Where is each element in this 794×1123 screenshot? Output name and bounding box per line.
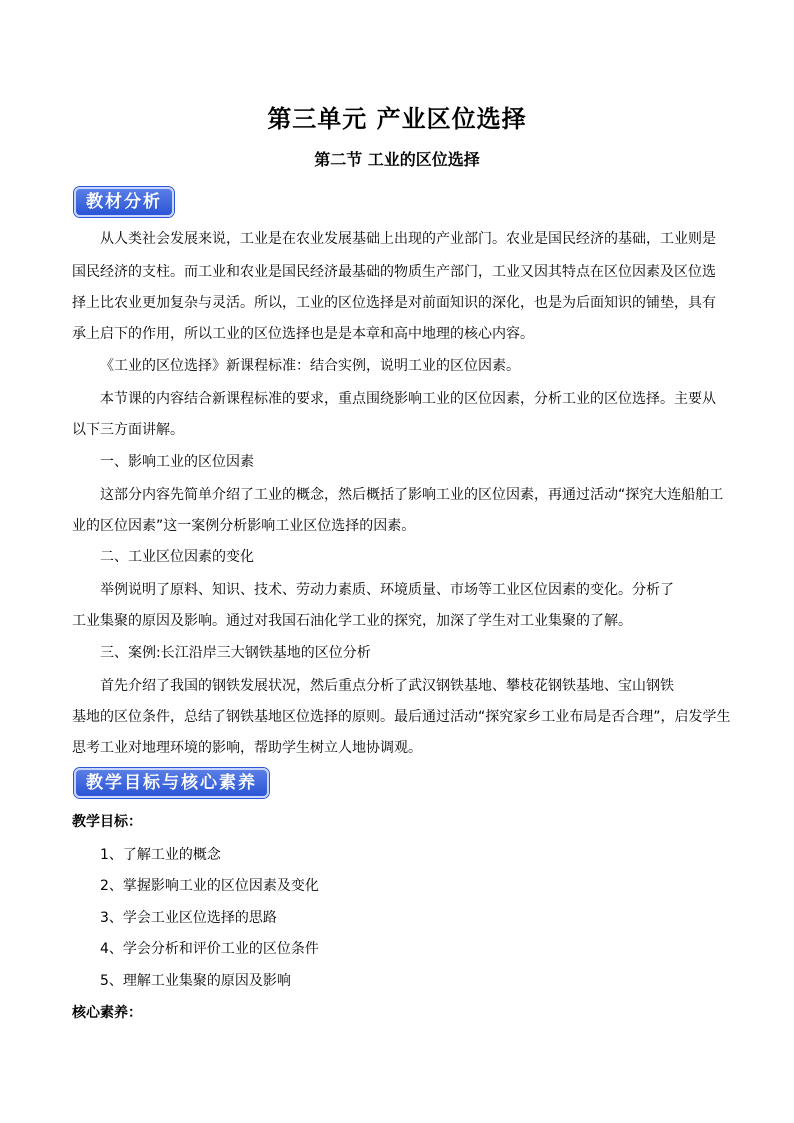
paragraph-line: 举例说明了原料、知识、技术、劳动力素质、环境质量、市场等工业区位因素的变化。分析了 bbox=[100, 582, 674, 598]
paragraph-line: 以下三方面讲解。 bbox=[72, 422, 184, 438]
curriculum-standard: 《工业的区位选择》新课程标准：结合实例，说明工业的区位因素。 bbox=[100, 358, 520, 374]
paragraph-line: 国民经济的支柱。而工业和农业是国民经济最基础的物质生产部门，工业又因其特点在区位因素及区位选 bbox=[72, 264, 716, 280]
subheading-1: 一、影响工业的区位因素 bbox=[100, 454, 254, 470]
paragraph-line: 思考工业对地理环境的影响，帮助学生树立人地协调观。 bbox=[72, 740, 422, 756]
goal-item: 5、理解工业集聚的原因及影响 bbox=[100, 973, 291, 989]
paragraph-line: 择上比农业更加复杂与灵活。所以，工业的区位选择是对前面知识的深化，也是为后面知识的铺垫，具有 bbox=[72, 295, 716, 311]
paragraph-line: 工业集聚的原因及影响。通过对我国石油化学工业的探究，加深了学生对工业集聚的了解。 bbox=[72, 613, 632, 629]
paragraph-line: 这部分内容先简单介绍了工业的概念，然后概括了影响工业的区位因素，再通过活动“探究大连船舶工 bbox=[100, 487, 724, 503]
analysis-badge: 教材分析 bbox=[74, 187, 174, 217]
goal-item: 1、了解工业的概念 bbox=[100, 847, 221, 863]
paragraph-line: 基地的区位条件，总结了钢铁基地区位选择的原则。最后通过活动“探究家乡工业布局是否合理”，启发学生 bbox=[72, 709, 731, 725]
goal-item: 2、掌握影响工业的区位因素及变化 bbox=[100, 878, 319, 894]
goal-item: 4、学会分析和评价工业的区位条件 bbox=[100, 941, 319, 957]
paragraph-line: 本节课的内容结合新课程标准的要求，重点围绕影响工业的区位因素，分析工业的区位选择。主要从 bbox=[100, 391, 716, 407]
subheading-3: 三、案例:长江沿岸三大钢铁基地的区位分析 bbox=[100, 645, 371, 661]
core-literacy-heading: 核心素养： bbox=[72, 1005, 142, 1021]
paragraph-line: 承上启下的作用，所以工业的区位选择也是是本章和高中地理的核心内容。 bbox=[72, 326, 534, 342]
goals-badge: 教学目标与核心素养 bbox=[74, 768, 269, 798]
goals-heading: 教学目标： bbox=[72, 814, 142, 830]
paragraph-line: 业的区位因素”这一案例分析影响工业区位选择的因素。 bbox=[72, 518, 416, 534]
paragraph-line: 首先介绍了我国的钢铁发展状况，然后重点分析了武汉钢铁基地、攀枝花钢铁基地、宝山钢铁 bbox=[100, 678, 674, 694]
goal-item: 3、学会工业区位选择的思路 bbox=[100, 910, 277, 926]
section-title: 第二节 工业的区位选择 bbox=[314, 150, 480, 169]
subheading-2: 二、工业区位因素的变化 bbox=[100, 549, 254, 565]
paragraph-line: 从人类社会发展来说，工业是在农业发展基础上出现的产业部门。农业是国民经济的基础，工业则是 bbox=[100, 231, 716, 247]
unit-title: 第三单元 产业区位选择 bbox=[267, 105, 527, 133]
